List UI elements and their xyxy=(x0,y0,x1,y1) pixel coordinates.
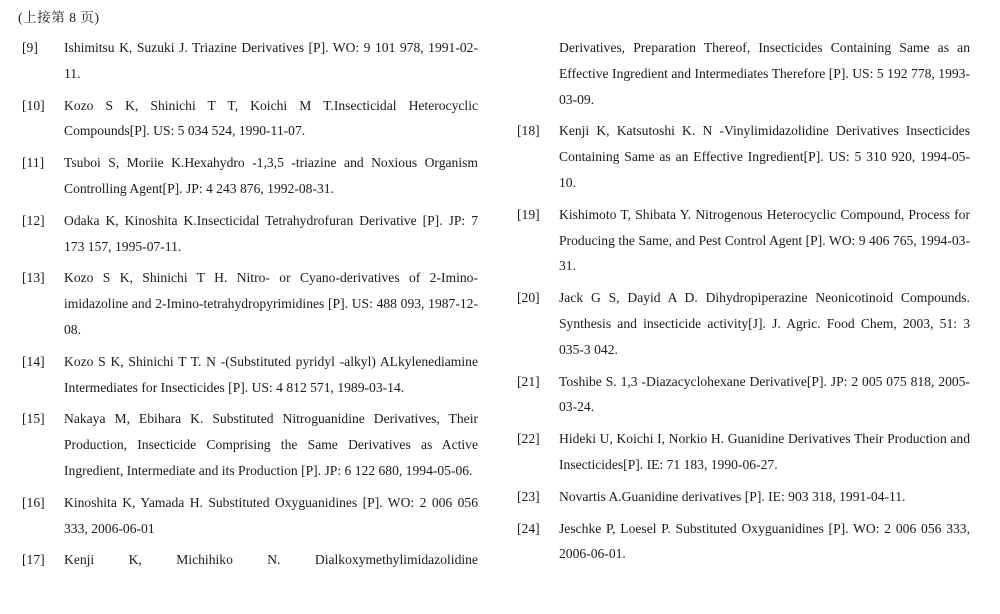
reference-number: [15] xyxy=(22,411,45,427)
reference-text: Jack G S, Dayid A D. Dihydropiperazine Neonicotinoid Compounds. Synthesis and insecticide activity[J]. J. Agric. Food Chem, 2003, 51: 3 035-3 042. xyxy=(559,290,970,357)
reference-number: [23] xyxy=(517,488,540,504)
reference-item xyxy=(22,35,478,87)
reference-item xyxy=(517,516,970,568)
reference-item xyxy=(517,426,970,478)
reference-text: Toshibe S. 1,3 -Diazacyclohexane Derivative[P]. JP: 2 005 075 818, 2005-03-24. xyxy=(559,373,970,415)
reference-number: [19] xyxy=(517,206,540,222)
reference-text: Kozo S K, Shinichi T H. Nitro- or Cyano-derivatives of 2-Imino-imidazoline and 2-Imino-tetrahydropyrimidines [P]. US: 488 093, 1987-12-08. xyxy=(64,270,478,337)
reference-text: Derivatives, Preparation Thereof, Insecticides Containing Same as an Effective Ingredient and Intermediates Therefore [P]. US: 5 192 778, 1993-03-09. xyxy=(559,40,970,107)
reference-item xyxy=(517,369,970,421)
reference-number: [20] xyxy=(517,290,540,306)
reference-item xyxy=(22,93,478,145)
reference-item xyxy=(22,490,478,542)
reference-text: Kenji K, Katsutoshi K. N -Vinylimidazolidine Derivatives Insecticides Containing Same as an Effective Ingredient[P]. US: 5 310 920, 1994-05-10. xyxy=(559,123,970,190)
reference-text: Jeschke P, Loesel P. Substituted Oxyguanidines [P]. WO: 2 006 056 333, 2006-06-01. xyxy=(559,520,970,562)
reference-text: Nakaya M, Ebihara K. Substituted Nitroguanidine Derivatives, Their Production, Insecticide Comprising the Same Derivatives as Active Ingredient, Intermediate and its Production [P]. JP: 6 122 680, 1994-05-06. xyxy=(64,411,478,478)
reference-text: Kenji K, Michihiko N. Dialkoxymethylimidazolidine xyxy=(64,552,478,568)
reference-item xyxy=(22,150,478,202)
right-reference-column xyxy=(517,35,970,573)
reference-text: Hideki U, Koichi I, Norkio H. Guanidine Derivatives Their Production and Insecticides[P]. IE: 71 183, 1990-06-27. xyxy=(559,431,970,472)
reference-number: [14] xyxy=(22,353,45,369)
reference-number: [12] xyxy=(22,212,45,228)
left-reference-column xyxy=(22,35,478,579)
reference-number: [21] xyxy=(517,373,540,389)
reference-number: [13] xyxy=(22,270,45,286)
reference-item xyxy=(517,118,970,195)
reference-item xyxy=(22,406,478,483)
reference-number: [10] xyxy=(22,97,45,113)
reference-text: Kinoshita K, Yamada H. Substituted Oxyguanidines [P]. WO: 2 006 056 333, 2006-06-01 xyxy=(64,494,478,536)
reference-item xyxy=(517,285,970,362)
reference-item xyxy=(517,202,970,279)
reference-text: Ishimitsu K, Suzuki J. Triazine Derivatives [P]. WO: 9 101 978, 1991-02-11. xyxy=(64,40,478,81)
reference-number: [24] xyxy=(517,520,540,536)
reference-number: [18] xyxy=(517,123,540,139)
reference-number: [16] xyxy=(22,494,45,510)
reference-text: Novartis A.Guanidine derivatives [P]. IE: 903 318, 1991-04-11. xyxy=(559,488,906,504)
reference-text: Kozo S K, Shinichi T T, Koichi M T.Insecticidal Heterocyclic Compounds[P]. US: 5 034 524, 1990-11-07. xyxy=(64,97,478,139)
continued-from-note: (上接第 8 页) xyxy=(18,10,100,25)
reference-item xyxy=(22,265,478,342)
reference-item xyxy=(22,208,478,260)
reference-text: Tsuboi S, Moriie K.Hexahydro -1,3,5 -triazine and Noxious Organism Controlling Agent[P]. JP: 4 243 876, 1992-08-31. xyxy=(64,155,478,196)
reference-number: [17] xyxy=(22,552,45,568)
reference-text: Kishimoto T, Shibata Y. Nitrogenous Heterocyclic Compound, Process for Producing the Same, and Pest Control Agent [P]. WO: 9 406 765, 1994-03-31. xyxy=(559,206,970,274)
reference-number: [22] xyxy=(517,431,540,447)
reference-item xyxy=(517,484,970,510)
reference-text: Odaka K, Kinoshita K.Insecticidal Tetrahydrofuran Derivative [P]. JP: 7 173 157, 1995-07-11. xyxy=(64,212,478,254)
reference-number: [9] xyxy=(22,40,38,55)
reference-item-continued xyxy=(517,35,970,112)
reference-number: [11] xyxy=(22,155,45,171)
reference-item xyxy=(22,547,478,573)
reference-text: Kozo S K, Shinichi T T. N -(Substituted pyridyl -alkyl) ALkylenediamine Intermediates for Insecticides [P]. US: 4 812 571, 1989-03-14. xyxy=(64,353,478,395)
reference-item xyxy=(22,349,478,401)
